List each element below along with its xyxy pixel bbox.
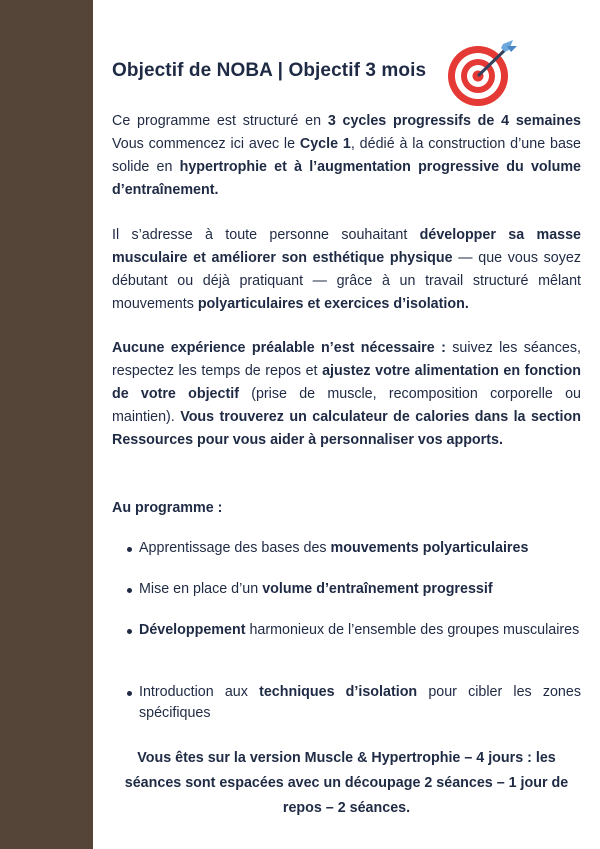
bold-span: Développement (139, 622, 246, 638)
bold-span: mouvements polyarticulaires (330, 540, 529, 556)
bold-span: Cycle 1 (299, 136, 351, 152)
bold-span: polyarticulaires et exercices d’isolation. (197, 296, 469, 312)
bold-span: techniques d’isolation (259, 684, 418, 700)
intro-paragraph (112, 110, 581, 202)
requirements-paragraph (112, 337, 581, 452)
text-span: Mise en place d’un (139, 581, 263, 597)
text-span: pour cibler les zones spécifiques (139, 684, 581, 721)
text-span: — que vous soyez débutant ou déjà pratiquant — grâce à un travail structuré mêlant mouvements (112, 250, 581, 312)
target-bullseye-icon (447, 38, 519, 110)
bold-span: Vous trouverez un calculateur de calories dans la section Ressources pour vous aider à personnaliser vos apports. (112, 409, 582, 448)
bullet-dot-icon (127, 547, 132, 552)
list-item (112, 682, 581, 724)
bullet-dot-icon (127, 629, 132, 634)
bold-span: hypertrophie et à l’augmentation progressive du volume d’entraînement. (112, 159, 581, 198)
text-span: (prise de muscle, recomposition corporelle ou maintien). (112, 386, 581, 425)
text-span: Vous commencez ici avec le (112, 136, 300, 152)
version-footer: Vous êtes sur la version Muscle & Hypertrophie – 4 jours : les séances sont espacées avec un découpage 2 séances – 1 jour de repos – 2 séances. (124, 750, 569, 816)
sidebar-band (0, 0, 93, 849)
text-span: harmonieux de l’ensemble des groupes musculaires (245, 622, 580, 638)
audience-paragraph (112, 224, 581, 316)
bold-span: 3 cycles progressifs de 4 semaines (327, 113, 582, 129)
list-item (112, 579, 581, 600)
page-title: Objectif de NOBA | Objectif 3 mois (112, 60, 427, 81)
bold-span: Aucune expérience préalable n’est nécessaire : (112, 340, 446, 356)
bullet-dot-icon (127, 691, 132, 696)
bold-span: développer sa masse musculaire et améliorer son esthétique physique (112, 227, 582, 266)
text-span: Ce programme est structuré en (112, 113, 328, 129)
program-heading: Au programme : (112, 500, 223, 516)
text-span: Introduction aux (139, 684, 260, 700)
list-item (112, 538, 581, 559)
bold-span: ajustez votre alimentation en fonction de votre objectif (112, 363, 581, 402)
text-span: suivez les séances, respectez les temps de repos et (112, 340, 581, 379)
bold-span: volume d’entraînement progressif (262, 581, 493, 597)
text-span: Apprentissage des bases des (139, 540, 331, 556)
text-span: , dédié à la construction d’une base solide en (112, 136, 582, 175)
bullet-dot-icon (127, 588, 132, 593)
text-span: Il s’adresse à toute personne souhaitant (112, 227, 420, 243)
list-item (112, 620, 581, 641)
